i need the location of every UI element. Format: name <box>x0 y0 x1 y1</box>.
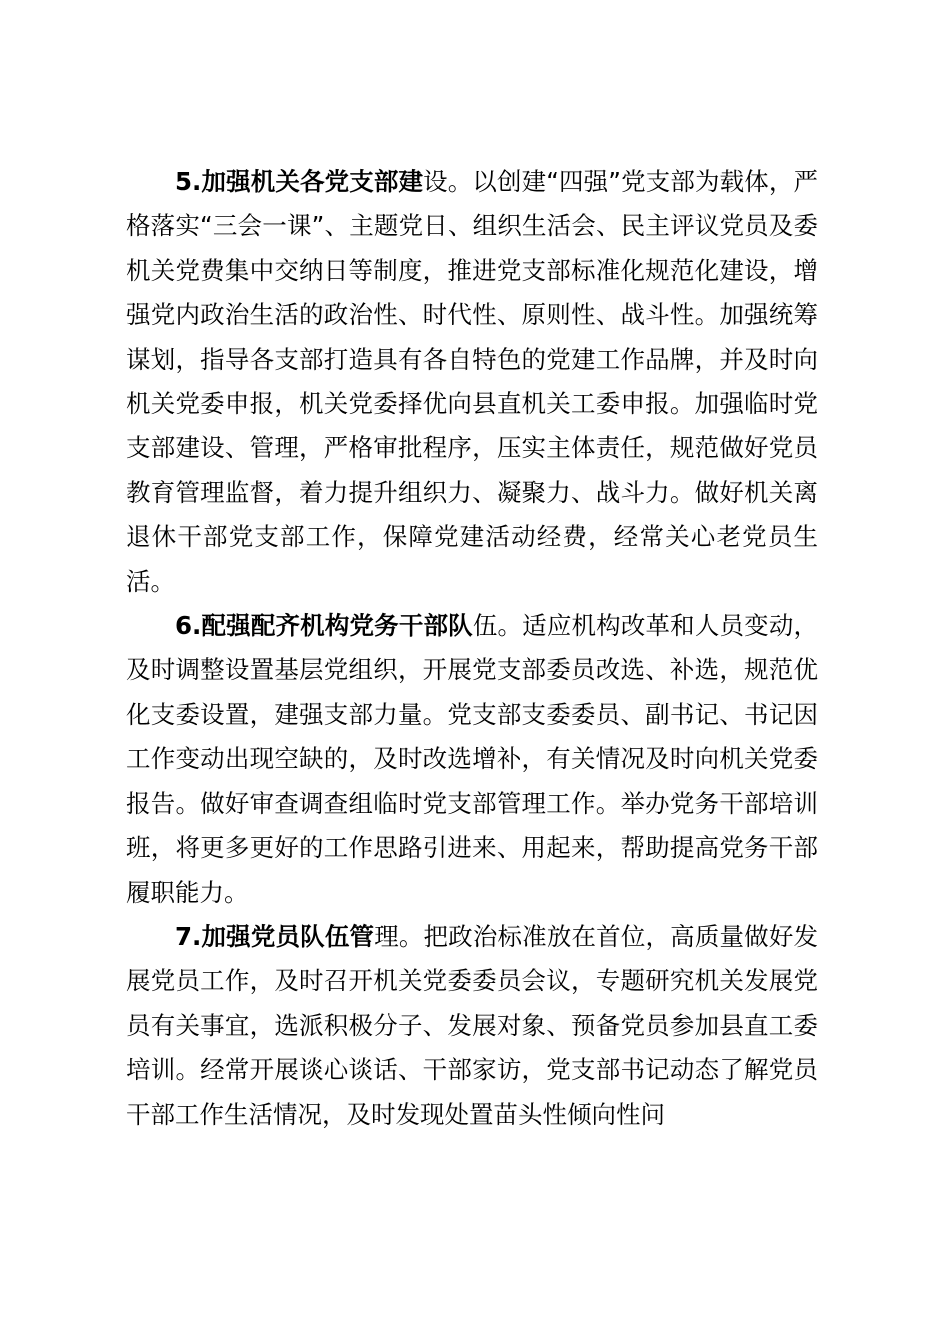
paragraph-5-heading: 5.加强机关各党支部建 <box>175 167 424 196</box>
paragraph-7-text: 理。把政治标准放在首位，高质量做好发展党员工作，及时召开机关党委委员会议，专题研究机关发展党员有关事宜，选派积极分子、发展对象、预备党员参加县直工委培训。经常开展谈心谈话、干部家访，党支部书记动态了解党员干部工作生活情况，及时发现处置苗头性倾向性问 <box>126 921 819 1129</box>
paragraph-7-heading: 7.加强党员队伍管 <box>175 921 375 951</box>
paragraph-5-text: 设。以创建“四强”党支部为载体，严格落实“三会一课”、主题党日、组织生活会、民主评议党员及委机关党费集中交纳日等制度，推进党支部标准化规范化建设，增强党内政治生活的政治性、时代性、原则性、战斗性。加强统筹谋划，指导各支部打造具有各自特色的党建工作品牌，并及时向机关党委申报，机关党委择优向县直机关工委申报。加强临时党支部建设、管理，严格审批程序，压实主体责任，规范做好党员教育管理监督，着力提升组织力、凝聚力、战斗力。做好机关离退休干部党支部工作，保障党建活动经费，经常关心老党员生活。 <box>126 167 818 596</box>
paragraph-7 <box>126 915 818 1137</box>
document-body <box>126 160 818 1137</box>
paragraph-6-text: 伍。适应机构改革和人员变动，及时调整设置基层党组织，开展党支部委员改选、补选，规范优化支委设置，建强支部力量。党支部支委委员、副书记、书记因工作变动出现空缺的，及时改选增补，有关情况及时向机关党委报告。做好审查调查组临时党支部管理工作。举办党务干部培训班，将更多更好的工作思路引进来、用起来，帮助提高党务干部履职能力。 <box>126 611 818 907</box>
paragraph-6-heading: 6.配强配齐机构党务干部队 <box>175 611 473 641</box>
paragraph-6 <box>126 604 818 915</box>
paragraph-5 <box>126 160 818 604</box>
